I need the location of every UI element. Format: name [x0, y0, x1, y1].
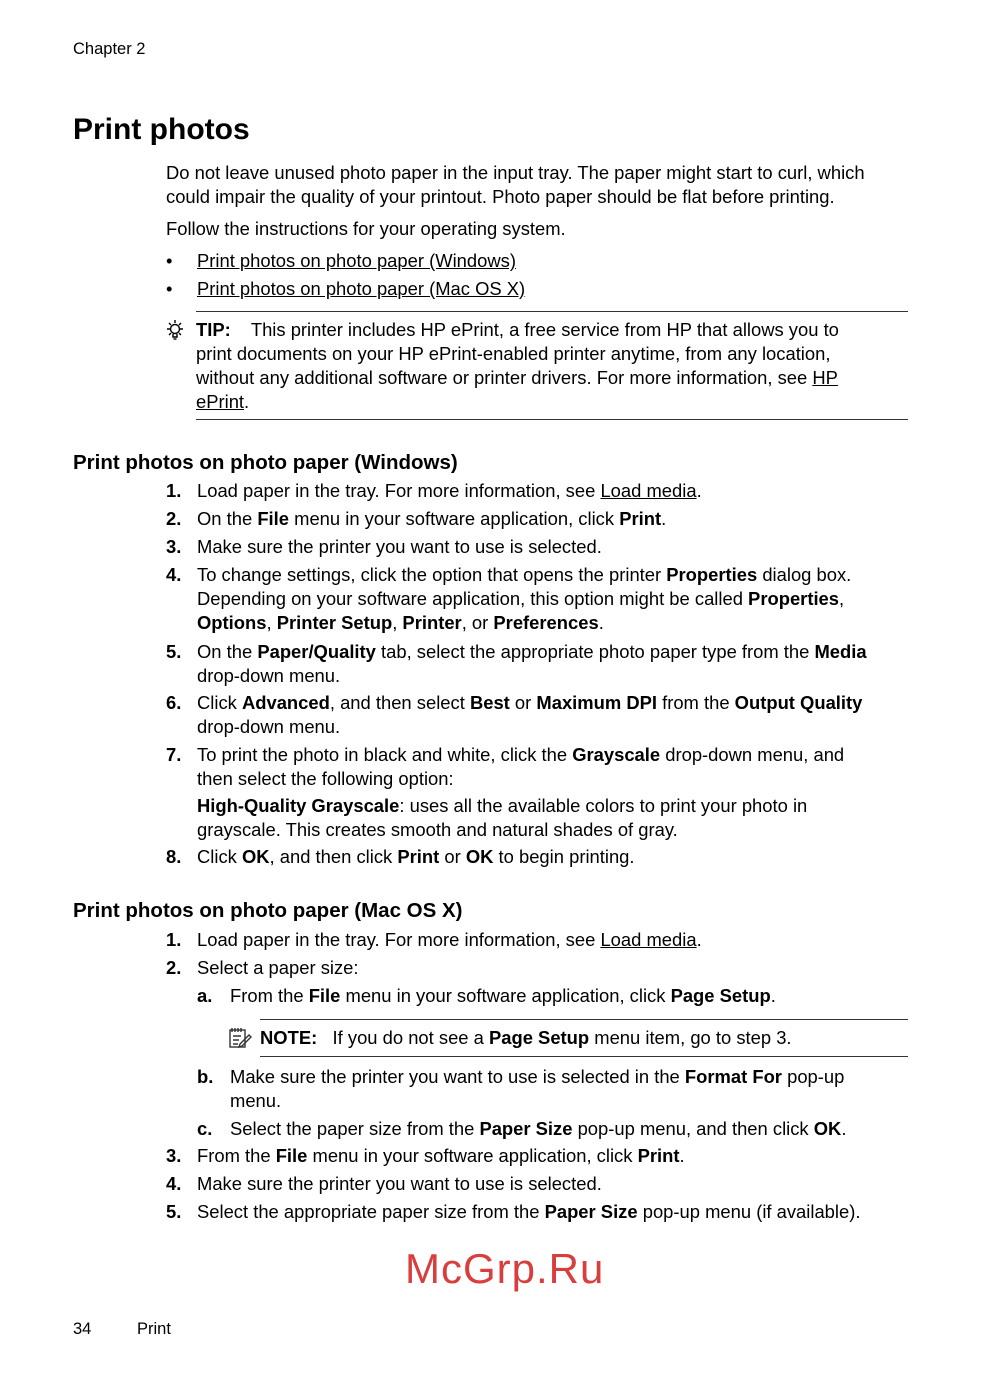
text-line [197, 845, 635, 869]
bold-text: Print [637, 1145, 680, 1166]
step-number: 2. [166, 957, 182, 978]
text: to begin printing. [493, 846, 635, 867]
footer-section: Print [137, 1320, 171, 1338]
text-line [230, 984, 776, 1008]
text: Select the appropriate paper size from the [197, 1201, 545, 1222]
text-line [197, 587, 851, 611]
bullet-block [166, 277, 526, 301]
text-line [197, 767, 844, 791]
step-number: 1. [166, 929, 182, 950]
text-line [230, 1089, 844, 1113]
text-line [197, 611, 851, 635]
text: Select a paper size: [197, 957, 359, 978]
bold-text: Properties [748, 588, 840, 609]
text: Make sure the printer you want to use is selected. [197, 536, 602, 557]
text-line [196, 390, 839, 414]
text: , or [461, 612, 494, 633]
text: On the [197, 508, 258, 529]
section-heading [73, 450, 458, 474]
bold-text: Options [197, 612, 267, 633]
text: Select the paper size from the [230, 1118, 480, 1139]
note-pencil-icon [228, 1027, 252, 1049]
text: Make sure the printer you want to use is selected in the [230, 1066, 685, 1087]
para-block [166, 161, 865, 209]
item-block [166, 928, 702, 952]
bold-text: OK [241, 846, 270, 867]
section-heading [73, 898, 463, 922]
text-line [197, 1200, 860, 1224]
bold-text: Properties [666, 564, 758, 585]
bold-text: Print [397, 846, 440, 867]
text: Print photos on photo paper (Windows) [73, 451, 458, 474]
text: , and then click [269, 846, 398, 867]
text-line [73, 112, 250, 148]
tip-bottom-divider [196, 419, 908, 420]
text: drop-down menu. [197, 716, 341, 737]
text: or [509, 692, 537, 713]
text: then select the following option: [197, 768, 454, 789]
item-block [166, 1172, 602, 1196]
text: To change settings, click the option that opens the printer [197, 564, 667, 585]
link[interactable]: Print photos on photo paper (Mac OS X) [197, 278, 526, 299]
text-line [197, 640, 867, 664]
text: drop-down menu, and [660, 744, 845, 765]
sub-block [197, 1065, 845, 1113]
text: , [266, 612, 277, 633]
text: print documents on your HP ePrint-enabled printer anytime, from any location, [196, 343, 831, 364]
text: , [839, 588, 845, 609]
text: pop-up menu (if available). [637, 1201, 861, 1222]
bold-text: TIP: [196, 319, 231, 340]
link[interactable]: Load media [600, 929, 697, 950]
page-title [73, 112, 250, 148]
text: pop-up [781, 1066, 845, 1087]
text: menu in your software application, click [340, 985, 671, 1006]
text-line [197, 691, 862, 715]
text: . [244, 391, 250, 412]
text-line [197, 479, 702, 503]
item-block [166, 956, 359, 980]
bold-text: File [257, 508, 290, 529]
link[interactable]: Load media [600, 480, 697, 501]
text: Depending on your software application, this option might be called [197, 588, 749, 609]
text: To print the photo in black and white, click the [197, 744, 573, 765]
text: Load paper in the tray. For more information, see [197, 929, 601, 950]
bold-text: Print [619, 508, 662, 529]
text: Make sure the printer you want to use is selected. [197, 1173, 602, 1194]
text-line [197, 535, 602, 559]
tip-top-divider [196, 311, 908, 312]
text-line [196, 366, 839, 390]
text: grayscale. This creates smooth and natural shades of gray. [197, 819, 678, 840]
bold-text: Advanced [241, 692, 330, 713]
item-block [166, 563, 852, 635]
text: Do not leave unused photo paper in the input tray. The paper might start to curl, which [166, 162, 865, 183]
text-line [197, 1172, 602, 1196]
text-line [197, 507, 666, 531]
link[interactable]: ePrint [196, 391, 245, 412]
text: Click [197, 692, 242, 713]
text-line [197, 794, 807, 818]
bold-text: Grayscale [572, 744, 661, 765]
bullet-marker: • [166, 250, 173, 271]
text: . [696, 480, 702, 501]
text-line [197, 277, 525, 301]
text: or [439, 846, 466, 867]
bold-text: Printer [402, 612, 462, 633]
text: tab, select the appropriate photo paper type from the [375, 641, 815, 662]
bold-text: Page Setup [488, 1027, 590, 1048]
para-block [197, 794, 807, 842]
bold-text: Media [814, 641, 867, 662]
bullet-block [166, 249, 516, 273]
bold-text: Paper/Quality [257, 641, 376, 662]
step-number: 3. [166, 536, 182, 557]
step-number: 4. [166, 1173, 182, 1194]
text-line [166, 217, 566, 241]
text: Print photos on photo paper (Mac OS X) [73, 899, 463, 922]
text: . [770, 985, 776, 1006]
step-number: 5. [166, 1201, 182, 1222]
bold-text: Output Quality [734, 692, 863, 713]
text: Print photos [73, 113, 250, 146]
text-line [196, 342, 839, 366]
text-line [197, 743, 844, 767]
item-block [166, 1200, 861, 1224]
text-line [230, 1117, 846, 1141]
text: drop-down menu. [197, 665, 341, 686]
item-block [166, 691, 863, 739]
link[interactable]: Print photos on photo paper (Windows) [197, 250, 516, 271]
item-block [166, 535, 602, 559]
bold-text: Best [469, 692, 510, 713]
text: . [841, 1118, 847, 1139]
note-top-divider [260, 1019, 908, 1020]
bold-text: Format For [684, 1066, 782, 1087]
text-line [197, 664, 867, 688]
step-number: a. [197, 985, 213, 1006]
text: This printer includes HP ePrint, a free service from HP that allows you to [230, 319, 839, 340]
page-number: 34 [73, 1320, 92, 1338]
text: . [679, 1145, 685, 1166]
step-number: 8. [166, 846, 182, 867]
chapter-header: Chapter 2 [73, 40, 146, 58]
bold-text: NOTE: [260, 1027, 318, 1048]
step-number: 2. [166, 508, 182, 529]
text-line [196, 318, 839, 342]
bold-text: Maximum DPI [536, 692, 657, 713]
text: menu in your software application, click [289, 508, 620, 529]
text: dialog box. [757, 564, 852, 585]
text: . [696, 929, 702, 950]
bold-text: Paper Size [479, 1118, 573, 1139]
link[interactable]: HP [812, 367, 838, 388]
note-block [260, 1026, 792, 1050]
text-line [197, 1144, 685, 1168]
text-line [260, 1026, 792, 1050]
text: From the [197, 1145, 276, 1166]
step-number: 3. [166, 1145, 182, 1166]
text: Load paper in the tray. For more information, see [197, 480, 601, 501]
text-line [197, 563, 851, 587]
text: From the [230, 985, 309, 1006]
step-number: 5. [166, 641, 182, 662]
text: . [598, 612, 604, 633]
text: from the [656, 692, 735, 713]
text: On the [197, 641, 258, 662]
tip-block [196, 318, 839, 414]
bold-text: Printer Setup [276, 612, 393, 633]
text: If you do not see a [317, 1027, 489, 1048]
item-block [166, 640, 867, 688]
text: menu. [230, 1090, 282, 1111]
bold-text: OK [813, 1118, 842, 1139]
bold-text: OK [465, 846, 494, 867]
bold-text: Paper Size [544, 1201, 638, 1222]
bold-text: File [308, 985, 341, 1006]
text-line [230, 1065, 844, 1089]
sub-block [197, 984, 776, 1008]
text-line [197, 249, 516, 273]
item-block [166, 743, 845, 791]
bullet-marker: • [166, 278, 173, 299]
item-block [166, 479, 702, 503]
step-number: c. [197, 1118, 213, 1139]
step-number: 6. [166, 692, 182, 713]
bold-text: File [275, 1145, 308, 1166]
text: Follow the instructions for your operating system. [166, 218, 566, 239]
step-number: b. [197, 1066, 214, 1087]
text: menu in your software application, click [307, 1145, 638, 1166]
note-bottom-divider [260, 1056, 908, 1057]
lightbulb-icon [164, 319, 186, 343]
text: Click [197, 846, 242, 867]
text: pop-up menu, and then click [572, 1118, 814, 1139]
bold-text: Page Setup [670, 985, 771, 1006]
bold-text: Preferences [493, 612, 599, 633]
text-line [197, 715, 862, 739]
text: : uses all the available colors to print your photo in [399, 795, 808, 816]
step-number: 7. [166, 744, 182, 765]
text-line [73, 898, 463, 922]
bold-text: High-Quality Grayscale [197, 795, 400, 816]
item-block [166, 1144, 685, 1168]
para-block [166, 217, 566, 241]
sub-block [197, 1117, 847, 1141]
text-line [197, 956, 359, 980]
text-line [73, 450, 458, 474]
text-line [166, 185, 865, 209]
text: could impair the quality of your printout. Photo paper should be flat before printing. [166, 186, 835, 207]
step-number: 1. [166, 480, 182, 501]
text-line [197, 928, 702, 952]
text-line [197, 818, 807, 842]
watermark: McGrp.Ru [405, 1245, 605, 1292]
item-block [166, 507, 667, 531]
text: without any additional software or printer drivers. For more information, see [196, 367, 813, 388]
text: , [392, 612, 403, 633]
text: , and then select [329, 692, 470, 713]
text: menu item, go to step 3. [589, 1027, 792, 1048]
text-line [166, 161, 865, 185]
item-block [166, 845, 635, 869]
step-number: 4. [166, 564, 182, 585]
text: . [661, 508, 667, 529]
